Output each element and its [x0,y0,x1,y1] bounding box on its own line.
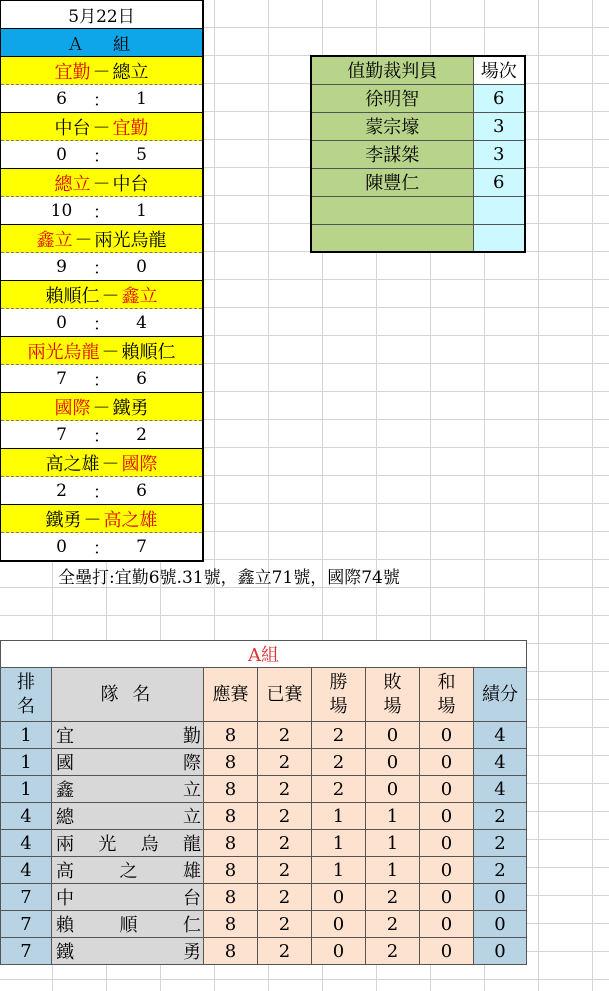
referee-name[interactable] [311,224,473,252]
score-separator: ： [93,539,110,559]
away-team: 鐵勇 [112,397,149,419]
match-separator: － [92,61,111,83]
away-score: 6 [136,368,147,389]
rank-cell[interactable]: 1 [1,749,52,776]
header-team-text: 隊 名 [100,683,155,705]
match-row[interactable] [1,113,202,141]
header-losses[interactable] [366,668,420,722]
team-cell[interactable] [52,803,204,830]
standings-row [1,857,527,884]
header-wins-text: 勝 場 [329,671,348,717]
played-cell[interactable]: 2 [258,857,312,884]
played-cell[interactable]: 2 [258,938,312,965]
rank-cell[interactable]: 1 [1,776,52,803]
away-score: 7 [136,536,147,557]
header-should-play[interactable]: 應賽 [204,668,258,722]
team-name-char: 高 [56,861,74,882]
team-name-char: 中 [56,888,74,909]
score-separator: ： [93,315,110,335]
referee-name[interactable]: 陳豐仁 [311,168,473,196]
home-team: 中台 [54,117,91,139]
standings-row [1,830,527,857]
referee-name[interactable]: 徐明智 [311,84,473,112]
team-cell[interactable] [52,830,204,857]
away-team: 鑫立 [121,285,158,307]
home-score: 6 [56,88,67,109]
points-cell[interactable]: 2 [474,857,527,884]
referee-row [311,140,525,168]
home-team: 兩光烏龍 [27,341,100,363]
away-team: 國際 [121,453,158,475]
should-play-cell[interactable]: 8 [204,857,258,884]
date-cell[interactable]: 5月22日 [1,1,202,29]
referee-name-header[interactable]: 值勤裁判員 [311,56,473,84]
ties-cell[interactable]: 0 [420,803,474,830]
team-name [52,857,203,883]
played-cell[interactable]: 2 [258,776,312,803]
home-team: 鐵勇 [45,509,82,531]
points-cell[interactable]: 4 [474,722,527,749]
home-team: 總立 [54,173,91,195]
team-name [52,911,203,937]
team-name [52,749,203,775]
away-team: 中台 [112,173,149,195]
team-name-char: 國 [56,753,74,774]
home-team: 宜勤 [54,61,91,83]
referee-row [311,224,525,252]
match-list [1,57,202,561]
referee-name[interactable]: 蒙宗壕 [311,112,473,140]
match-row[interactable] [1,225,202,253]
points-cell[interactable]: 0 [474,884,527,911]
team-name [52,938,203,964]
rank-cell[interactable]: 7 [1,911,52,938]
ties-cell[interactable]: 0 [420,857,474,884]
team-cell[interactable] [52,884,204,911]
home-team: 國際 [54,397,91,419]
away-team: 宜勤 [112,117,149,139]
referee-table [310,55,526,253]
team-name [52,803,203,829]
away-score: 1 [136,88,147,109]
standings-table [0,640,527,965]
rank-cell[interactable]: 1 [1,722,52,749]
home-team: 高之雄 [45,453,100,475]
standings-title[interactable]: A組 [1,641,527,668]
wins-cell[interactable]: 2 [312,776,366,803]
team-name-char: 兩 [56,834,74,855]
should-play-cell[interactable]: 8 [204,803,258,830]
score-row[interactable] [1,141,202,169]
score-separator: ： [93,259,110,279]
home-team: 賴順仁 [45,285,100,307]
team-name-char: 之 [119,861,138,882]
team-name [52,830,203,856]
standings-row [1,803,527,830]
away-score: 5 [136,144,147,165]
referee-row [311,112,525,140]
team-cell[interactable] [52,938,204,965]
team-name [52,884,203,910]
standings-row [1,911,527,938]
should-play-cell[interactable]: 8 [204,911,258,938]
home-run-note[interactable]: 全壘打:宜勤6號.31號，鑫立71號，國際74號 [58,568,400,588]
referee-count[interactable]: 3 [473,112,525,140]
header-rank[interactable] [1,668,52,722]
score-row[interactable] [1,85,202,113]
team-name-char: 台 [183,888,201,909]
team-name-char: 總 [56,807,74,828]
referee-name[interactable] [311,196,473,224]
played-cell[interactable]: 2 [258,830,312,857]
referee-count[interactable] [473,224,525,252]
losses-cell[interactable]: 1 [366,830,420,857]
score-row[interactable] [1,477,202,505]
match-row[interactable] [1,57,202,85]
ties-cell[interactable]: 0 [420,776,474,803]
referee-row [311,168,525,196]
ties-cell[interactable]: 0 [420,938,474,965]
standings-title-row [1,641,527,668]
points-cell[interactable]: 4 [474,776,527,803]
match-row[interactable] [1,505,202,533]
team-name-char: 勇 [183,942,201,963]
match-separator: － [101,341,120,363]
home-score: 0 [56,536,67,557]
rank-cell[interactable]: 7 [1,938,52,965]
away-team: 賴順仁 [121,341,176,363]
home-score: 7 [56,368,67,389]
match-separator: － [92,117,111,139]
header-wins[interactable] [312,668,366,722]
match-separator: － [92,173,111,195]
losses-cell[interactable]: 2 [366,884,420,911]
referee-count[interactable] [473,196,525,224]
ties-cell[interactable]: 0 [420,749,474,776]
score-separator: ： [93,371,110,391]
score-row[interactable] [1,421,202,449]
home-team: 鑫立 [36,229,73,251]
team-name-char: 烏 [140,834,159,855]
team-name-char: 立 [183,807,201,828]
team-name-char: 順 [119,915,138,936]
group-header-cell[interactable]: Ａ 組 [1,29,202,57]
wins-cell[interactable]: 0 [312,884,366,911]
losses-cell[interactable]: 1 [366,803,420,830]
match-schedule [0,0,204,562]
referee-row [311,196,525,224]
team-name-char: 仁 [183,915,201,936]
team-name-char: 際 [183,753,201,774]
away-score: 0 [136,256,147,277]
home-score: 0 [56,144,67,165]
header-team[interactable] [52,668,204,722]
match-separator: － [101,285,120,307]
score-separator: ： [93,147,110,167]
rank-cell[interactable]: 4 [1,857,52,884]
played-cell[interactable]: 2 [258,803,312,830]
referee-name[interactable]: 李謀桀 [311,140,473,168]
team-name-char: 勤 [183,726,201,747]
losses-cell[interactable]: 0 [366,722,420,749]
wins-cell[interactable]: 0 [312,911,366,938]
team-name-char: 龍 [182,834,201,855]
wins-cell[interactable]: 0 [312,938,366,965]
team-name-char: 宜 [56,726,74,747]
standings-row [1,938,527,965]
score-row[interactable] [1,533,202,561]
points-cell[interactable]: 0 [474,938,527,965]
away-score: 6 [136,480,147,501]
home-score: 7 [56,424,67,445]
match-row[interactable] [1,449,202,477]
referee-row [311,84,525,112]
points-cell[interactable]: 2 [474,803,527,830]
header-played[interactable]: 已賽 [258,668,312,722]
match-separator: － [101,453,120,475]
referee-count[interactable]: 3 [473,140,525,168]
home-score: 2 [56,480,67,501]
team-cell[interactable] [52,722,204,749]
team-name-char: 雄 [183,861,201,882]
score-separator: ： [93,483,110,503]
score-row[interactable] [1,309,202,337]
should-play-cell[interactable]: 8 [204,776,258,803]
points-cell[interactable]: 4 [474,749,527,776]
header-ties[interactable] [420,668,474,722]
header-losses-text: 敗 場 [383,671,402,717]
played-cell[interactable]: 2 [258,884,312,911]
played-cell[interactable]: 2 [258,722,312,749]
should-play-cell[interactable]: 8 [204,938,258,965]
team-cell[interactable] [52,749,204,776]
score-row[interactable] [1,365,202,393]
team-name-char: 賴 [56,915,74,936]
header-ties-text: 和 場 [437,671,456,717]
wins-cell[interactable]: 1 [312,857,366,884]
losses-cell[interactable]: 0 [366,749,420,776]
should-play-cell[interactable]: 8 [204,749,258,776]
ties-cell[interactable]: 0 [420,911,474,938]
match-row[interactable] [1,393,202,421]
match-row[interactable] [1,337,202,365]
ties-cell[interactable]: 0 [420,722,474,749]
away-team: 兩光烏龍 [94,229,167,251]
rank-cell[interactable]: 7 [1,884,52,911]
match-row[interactable] [1,169,202,197]
wins-cell[interactable]: 1 [312,803,366,830]
home-score: 10 [50,200,73,221]
standings-row [1,884,527,911]
points-cell[interactable]: 0 [474,911,527,938]
score-row[interactable] [1,197,202,225]
played-cell[interactable]: 2 [258,911,312,938]
should-play-cell[interactable]: 8 [204,830,258,857]
should-play-cell[interactable]: 8 [204,884,258,911]
referee-header-row [311,56,525,84]
wins-cell[interactable]: 1 [312,830,366,857]
team-name [52,776,203,802]
standings-header-row [1,668,527,722]
ties-cell[interactable]: 0 [420,830,474,857]
losses-cell[interactable]: 1 [366,857,420,884]
referee-count[interactable]: 6 [473,168,525,196]
score-separator: ： [93,427,110,447]
home-score: 9 [56,256,67,277]
team-name-char: 光 [98,834,117,855]
standings-row [1,776,527,803]
score-row[interactable] [1,253,202,281]
rank-cell[interactable]: 4 [1,803,52,830]
team-name-char: 鐵 [56,942,74,963]
header-rank-text: 排 名 [17,671,35,717]
score-separator: ： [93,203,110,223]
away-score: 1 [136,200,147,221]
score-separator: ： [93,91,110,111]
away-team: 總立 [112,61,149,83]
wins-cell[interactable]: 2 [312,749,366,776]
away-score: 2 [136,424,147,445]
away-score: 4 [136,312,147,333]
header-points[interactable]: 績分 [474,668,527,722]
ties-cell[interactable]: 0 [420,884,474,911]
match-separator: － [83,509,102,531]
losses-cell[interactable]: 2 [366,938,420,965]
team-name [52,722,203,748]
standings-row [1,722,527,749]
match-separator: － [74,229,93,251]
wins-cell[interactable]: 2 [312,722,366,749]
team-cell[interactable] [52,857,204,884]
points-cell[interactable]: 2 [474,830,527,857]
match-row[interactable] [1,281,202,309]
team-cell[interactable] [52,911,204,938]
rank-cell[interactable]: 4 [1,830,52,857]
team-cell[interactable] [52,776,204,803]
team-name-char: 鑫 [56,780,74,801]
away-team: 高之雄 [103,509,158,531]
team-name-char: 立 [183,780,201,801]
referee-count-header[interactable]: 場次 [473,56,525,84]
match-separator: － [92,397,111,419]
standings-row [1,749,527,776]
losses-cell[interactable]: 0 [366,776,420,803]
losses-cell[interactable]: 2 [366,911,420,938]
played-cell[interactable]: 2 [258,749,312,776]
should-play-cell[interactable]: 8 [204,722,258,749]
home-score: 0 [56,312,67,333]
referee-count[interactable]: 6 [473,84,525,112]
